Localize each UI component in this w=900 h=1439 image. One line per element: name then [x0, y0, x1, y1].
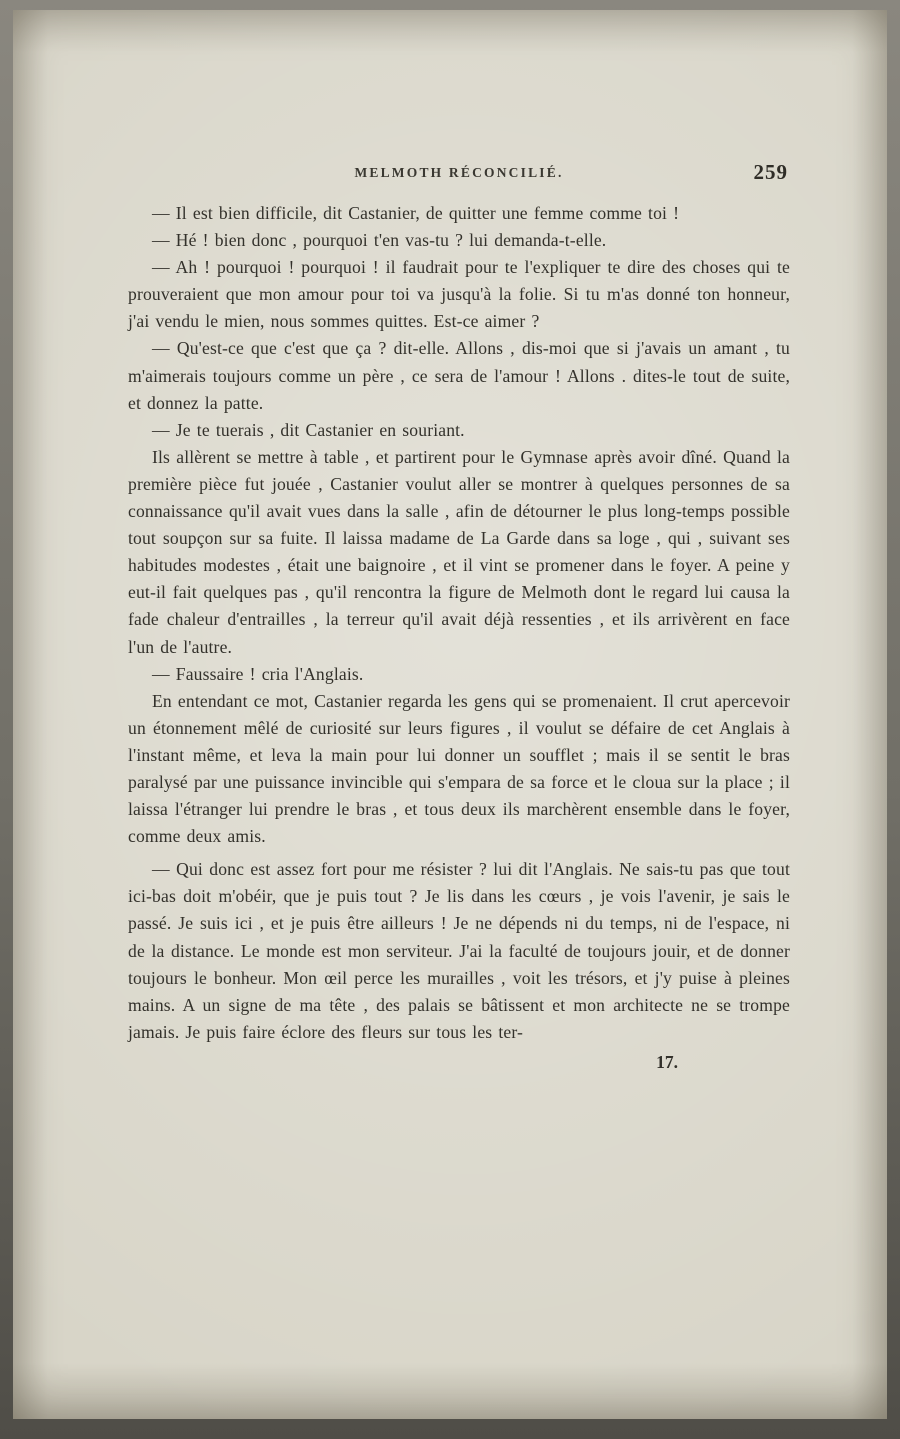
- paragraph: — Je te tuerais , dit Castanier en souriant.: [152, 419, 465, 440]
- page-header: [128, 160, 790, 184]
- paragraph: En entendant ce mot, Castanier regarda les gens qui se promenaient. Il crut apercevoir un étonnement mêlé de curiosité sur leurs figures , il voulut se défaire de cet Anglais à l'instant même, et leva la main pour lui donner un soufflet ; mais il se sentit le bras paralysé par une puissance invincible qui s'empara de sa force et le cloua sur la place ; il laissa l'étranger lui prendre le bras , et tous deux ils marchèrent ensemble dans le foyer, comme deux amis.: [128, 690, 790, 847]
- paragraph: — Il est bien difficile, dit Castanier, de quitter une femme comme toi !: [152, 203, 680, 223]
- page-content: [128, 160, 790, 1073]
- paragraph: — Hé ! bien donc , pourquoi t'en vas-tu ? lui demanda-t-elle.: [152, 230, 607, 251]
- book-page: [13, 10, 887, 1419]
- paragraph: Ils allèrent se mettre à table , et partirent pour le Gymnase après avoir dîné. Quand la première pièce fut jouée , Castanier voulut aller se montrer à quelques personnes de sa connaissance qu'il avait vues dans la salle , afin de détourner le plus long-temps possible tout soupçon sur sa fuite. Il laissa madame de La Garde dans sa loge , qui , suivant ses habitudes modestes , était une baignoire , et il vint se promener dans le foyer. A peine y eut-il fait quelques pas , qu'il rencontra la figure de Melmoth dont le regard lui causa la fade chaleur d'entrailles , la terreur qu'il avait déjà ressenties , et ils arrivèrent en face l'un de l'autre.: [128, 446, 790, 657]
- text-block: [128, 200, 790, 1046]
- paragraph: — Qui donc est assez fort pour me résister ? lui dit l'Anglais. Ne sais-tu pas que tout ici-bas doit m'obéir, que je puis tout ? Je lis dans les cœurs , je vois l'avenir, je sais le passé. Je suis ici , et je puis être ailleurs ! Je ne dépends ni du temps, ni de l'espace, ni de la distance. Le monde est mon serviteur. J'ai la faculté de toujours jouir, et de donner toujours le bonheur. Mon œil perce les murailles , voit les trésors, et j'y puise à pleines mains. A un signe de ma tête , des palais se bâtissent et mon architecte ne se trompe jamais. Je puis faire éclore des fleurs sur tous les ter-: [128, 859, 790, 1042]
- running-title: MELMOTH RÉCONCILIÉ.: [354, 165, 564, 180]
- paragraph: — Faussaire ! cria l'Anglais.: [152, 663, 364, 684]
- paragraph: — Qu'est-ce que c'est que ça ? dit-elle. Allons , dis-moi que si j'avais un amant , tu m'aimerais toujours comme un père , ce sera de l'amour ! Allons . dites-le tout de suite, et donnez la patte.: [128, 338, 790, 413]
- paragraph: — Ah ! pourquoi ! pourquoi ! il faudrait pour te l'expliquer te dire des choses qui te prouveraient que mon amour pour toi va jusqu'à la folie. Si tu m'as donné ton honneur, j'ai vendu le mien, nous sommes quittes. Est-ce aimer ?: [128, 257, 790, 332]
- signature-mark: 17.: [656, 1051, 678, 1072]
- page-number: 259: [753, 160, 788, 184]
